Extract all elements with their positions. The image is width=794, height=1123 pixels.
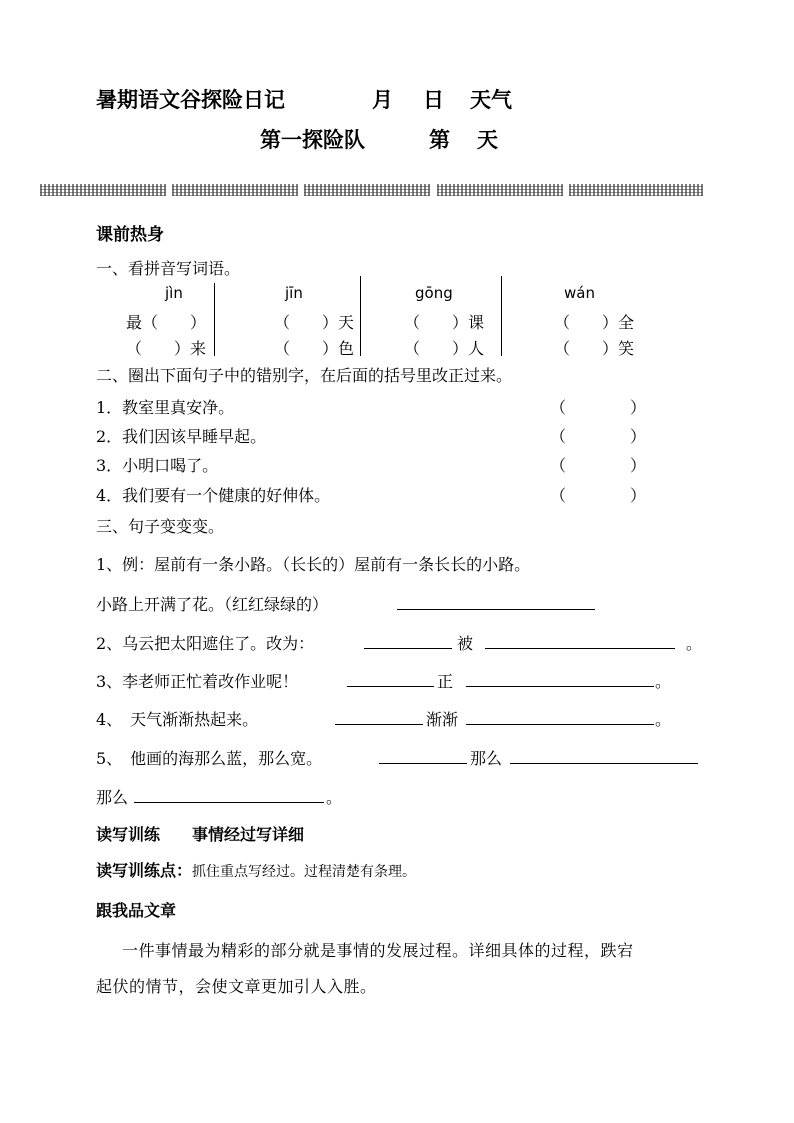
q3-s3-prompt: 3、李老师正忙着改作业呢！ bbox=[96, 672, 299, 691]
q3-example: 1、例：屋前有一条小路。（长长的）屋前有一条长长的小路。 bbox=[96, 555, 531, 574]
answer-line[interactable] bbox=[335, 724, 423, 725]
answer-line[interactable] bbox=[397, 609, 595, 610]
day-number-suffix: 天 bbox=[477, 127, 498, 152]
day-label: 日 bbox=[423, 87, 444, 112]
q3-s2-prompt: 2、乌云把太阳遮住了。改为： bbox=[96, 634, 315, 653]
paragraph-line-2: 起伏的情节，会使文章更加引人入胜。 bbox=[96, 977, 377, 996]
q3-s4-jianjian: 渐渐 bbox=[426, 710, 459, 729]
divider-segment bbox=[172, 184, 298, 196]
answer-line[interactable] bbox=[466, 686, 654, 687]
answer-line[interactable] bbox=[379, 763, 467, 764]
answer-line[interactable] bbox=[134, 802, 324, 803]
q3-s5-namo: 那么 bbox=[96, 788, 129, 807]
column-divider bbox=[214, 283, 215, 356]
q3-s4-prompt: 4、 天气渐渐热起来。 bbox=[96, 710, 259, 729]
q1-col2-row1: （ ）天 bbox=[274, 313, 355, 332]
reading-point-text: 抓住重点写经过。过程清楚有条理。 bbox=[192, 864, 417, 880]
paragraph-line-1: 一件事情最为精彩的部分就是事情的发展过程。详细具体的过程，跌宕 bbox=[122, 941, 634, 960]
pinyin-jin4: jìn bbox=[165, 284, 183, 302]
q3-heading: 三、句子变变变。 bbox=[96, 517, 225, 536]
q1-col1-row2: （ ）来 bbox=[126, 339, 207, 358]
q1-col4-row1: （ ）全 bbox=[554, 313, 635, 332]
q1-col4-row2: （ ）笑 bbox=[554, 339, 635, 358]
warmup-heading: 课前热身 bbox=[96, 225, 164, 245]
diary-title: 暑期语文谷探险日记 bbox=[96, 87, 285, 112]
divider-segment bbox=[40, 184, 166, 196]
q3-s4-end: 。 bbox=[655, 710, 672, 729]
answer-line[interactable] bbox=[364, 648, 452, 649]
follow-heading: 跟我品文章 bbox=[96, 901, 177, 920]
answer-line[interactable] bbox=[485, 648, 675, 649]
q3-s3-end: 。 bbox=[655, 672, 672, 691]
month-label: 月 bbox=[372, 87, 393, 112]
q1-col1-row1: 最（ ） bbox=[126, 313, 207, 332]
divider-segment bbox=[569, 184, 703, 196]
day-number-prefix: 第 bbox=[429, 127, 450, 152]
q2-answer-paren-3: （ ） bbox=[550, 456, 647, 475]
answer-line[interactable] bbox=[347, 686, 434, 687]
reading-heading: 读写训练 事情经过写详细 bbox=[96, 825, 305, 844]
q2-answer-paren-2: （ ） bbox=[550, 427, 647, 446]
q2-answer-paren-1: （ ） bbox=[550, 398, 647, 417]
q2-item-3: 3．小明口喝了。 bbox=[96, 456, 219, 475]
column-divider bbox=[360, 276, 361, 356]
pinyin-gong: gōng bbox=[415, 284, 453, 302]
answer-line[interactable] bbox=[510, 763, 698, 764]
q1-col3-row2: （ ）人 bbox=[404, 339, 485, 358]
pinyin-wan: wán bbox=[564, 284, 595, 302]
q3-s3-zheng: 正 bbox=[437, 672, 454, 691]
q2-item-2: 2．我们因该早睡早起。 bbox=[96, 427, 267, 446]
column-divider bbox=[501, 276, 502, 356]
divider-segment bbox=[304, 184, 430, 196]
q1-col3-row1: （ ）课 bbox=[404, 313, 485, 332]
team-label: 第一探险队 bbox=[260, 127, 365, 152]
divider-segment bbox=[437, 184, 563, 196]
q3-s1-prompt: 小路上开满了花。（红红绿绿的） bbox=[96, 595, 329, 614]
reading-point bbox=[96, 858, 416, 881]
q1-col2-row2: （ ）色 bbox=[274, 339, 355, 358]
reading-point-label: 读写训练点： bbox=[96, 861, 193, 880]
pinyin-jin1: jīn bbox=[285, 284, 303, 302]
q3-s5-prompt: 5、 他画的海那么蓝，那么宽。 bbox=[96, 749, 323, 768]
q2-item-4: 4．我们要有一个健康的好伸体。 bbox=[96, 486, 331, 505]
answer-line[interactable] bbox=[466, 724, 654, 725]
weather-label: 天气 bbox=[470, 87, 512, 112]
q2-item-1: 1．教室里真安净。 bbox=[96, 398, 235, 417]
q2-answer-paren-4: （ ） bbox=[550, 486, 647, 505]
q3-s2-bei: 被 bbox=[457, 634, 474, 653]
q1-heading: 一、看拼音写词语。 bbox=[96, 259, 241, 278]
q3-s5-end: 。 bbox=[326, 788, 343, 807]
q2-heading: 二、圈出下面句子中的错别字，在后面的括号里改正过来。 bbox=[96, 366, 513, 385]
q3-s2-end: 。 bbox=[686, 634, 703, 653]
q3-s5-name: 那么 bbox=[470, 749, 503, 768]
